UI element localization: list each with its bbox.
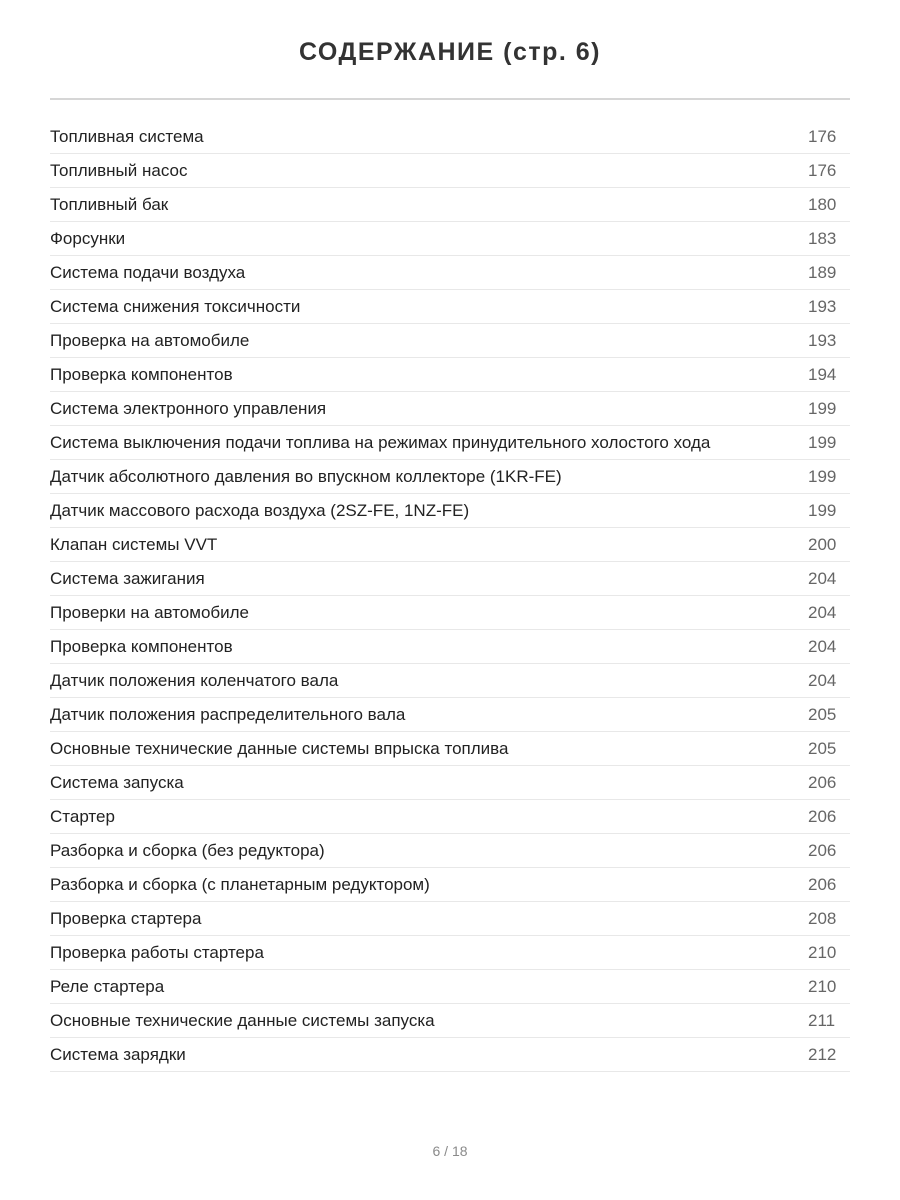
- toc-entry-title: Система выключения подачи топлива на режимах принудительного холостого хода: [50, 432, 711, 452]
- toc-entry-page-number: 205: [808, 704, 837, 724]
- toc-entry-title: Проверка на автомобиле: [50, 330, 250, 350]
- toc-entry-title: Топливная система: [50, 126, 204, 146]
- toc-entry-page-number: 199: [808, 500, 837, 520]
- toc-entry[interactable]: [50, 766, 850, 800]
- toc-entry-page-number: 205: [808, 738, 837, 758]
- toc-entry-title: Реле стартера: [50, 976, 165, 996]
- toc-entry-page-number: 204: [808, 670, 837, 690]
- toc-entry-title: Проверка компонентов: [50, 636, 233, 656]
- toc-entry-title: Топливный бак: [50, 194, 169, 214]
- toc-entry-page-number: 204: [808, 602, 837, 622]
- toc-entry-title: Основные технические данные системы запуска: [50, 1010, 435, 1030]
- toc-entry-title: Клапан системы VVT: [50, 534, 218, 554]
- toc-entry-title: Датчик массового расхода воздуха (2SZ-FE, 1NZ-FE): [50, 500, 470, 520]
- toc-entry-page-number: 204: [808, 636, 837, 656]
- toc-entry-title: Система снижения токсичности: [50, 296, 301, 316]
- toc-entry[interactable]: [50, 324, 850, 358]
- toc-entry-title: Основные технические данные системы впрыска топлива: [50, 738, 509, 758]
- toc-entry-title: Система запуска: [50, 772, 184, 792]
- toc-entry-title: Система зарядки: [50, 1044, 186, 1064]
- toc-entry-title: Система подачи воздуха: [50, 262, 246, 282]
- toc-entry[interactable]: [50, 562, 850, 596]
- toc-entry[interactable]: [50, 494, 850, 528]
- toc-entry[interactable]: [50, 936, 850, 970]
- toc-entry[interactable]: [50, 800, 850, 834]
- toc-entry[interactable]: [50, 596, 850, 630]
- toc-entry-page-number: 193: [808, 330, 837, 350]
- toc-entry-title: Топливный насос: [50, 160, 188, 180]
- toc-entry[interactable]: [50, 426, 850, 460]
- toc-entry-title: Система электронного управления: [50, 398, 327, 418]
- toc-entry-page-number: 206: [808, 772, 837, 792]
- toc-entry-title: Датчик абсолютного давления во впускном коллекторе (1KR-FE): [50, 466, 562, 486]
- toc-entry-page-number: 200: [808, 534, 837, 554]
- page-title: СОДЕРЖАНИЕ (стр. 6): [298, 38, 602, 66]
- toc-entry-title: Система зажигания: [50, 568, 205, 588]
- toc-entry-title: Форсунки: [50, 228, 126, 248]
- toc-entry-page-number: 194: [808, 364, 837, 384]
- page-number: 6 / 18: [432, 1143, 468, 1159]
- toc-entry[interactable]: [50, 732, 850, 766]
- toc-entry-title: Проверка стартера: [50, 908, 202, 928]
- toc-entry-title: Проверки на автомобиле: [50, 602, 250, 622]
- toc-entry[interactable]: [50, 664, 850, 698]
- toc-entry[interactable]: [50, 698, 850, 732]
- toc-entry[interactable]: [50, 290, 850, 324]
- toc-entry[interactable]: [50, 222, 850, 256]
- toc-entry-title: Разборка и сборка (с планетарным редуктором): [50, 874, 430, 894]
- toc-entry-page-number: 180: [808, 194, 837, 214]
- toc-entry-title: Стартер: [50, 806, 115, 826]
- toc-entry[interactable]: [50, 256, 850, 290]
- toc-entry[interactable]: [50, 834, 850, 868]
- toc-entry[interactable]: [50, 1004, 850, 1038]
- toc-entry-page-number: 199: [808, 432, 837, 452]
- toc-entry-page-number: 210: [808, 976, 837, 996]
- toc-entry[interactable]: [50, 630, 850, 664]
- toc-entry[interactable]: [50, 868, 850, 902]
- toc-entry-page-number: 189: [808, 262, 837, 282]
- toc-entry-page-number: 176: [808, 160, 837, 180]
- toc-entry[interactable]: [50, 392, 850, 426]
- toc-entry-title: Проверка компонентов: [50, 364, 233, 384]
- toc-entry-page-number: 206: [808, 806, 837, 826]
- toc-entry-title: Датчик положения распределительного вала: [50, 704, 406, 724]
- toc-entry-page-number: 211: [808, 1010, 836, 1030]
- toc-entry-page-number: 208: [808, 908, 837, 928]
- toc-entry[interactable]: [50, 902, 850, 936]
- toc-entry[interactable]: [50, 460, 850, 494]
- toc-entry-page-number: 183: [808, 228, 837, 248]
- toc-entry-page-number: 206: [808, 840, 837, 860]
- toc-entry[interactable]: [50, 120, 850, 154]
- toc-entry[interactable]: [50, 1038, 850, 1072]
- title-divider: [50, 98, 850, 100]
- toc-entry-page-number: 193: [808, 296, 837, 316]
- toc-entry[interactable]: [50, 358, 850, 392]
- toc-entry-page-number: 204: [808, 568, 837, 588]
- toc-entry[interactable]: [50, 154, 850, 188]
- toc-entry-title: Разборка и сборка (без редуктора): [50, 840, 325, 860]
- toc-entry-page-number: 206: [808, 874, 837, 894]
- toc-entry[interactable]: [50, 528, 850, 562]
- toc-entry-title: Датчик положения коленчатого вала: [50, 670, 339, 690]
- toc-entry-page-number: 199: [808, 398, 837, 418]
- toc-entry-page-number: 210: [808, 942, 837, 962]
- toc-entry-page-number: 176: [808, 126, 837, 146]
- toc-list: [50, 120, 850, 1072]
- toc-entry-page-number: 212: [808, 1044, 837, 1064]
- toc-entry[interactable]: [50, 970, 850, 1004]
- toc-entry[interactable]: [50, 188, 850, 222]
- toc-entry-title: Проверка работы стартера: [50, 942, 264, 962]
- toc-entry-page-number: 199: [808, 466, 837, 486]
